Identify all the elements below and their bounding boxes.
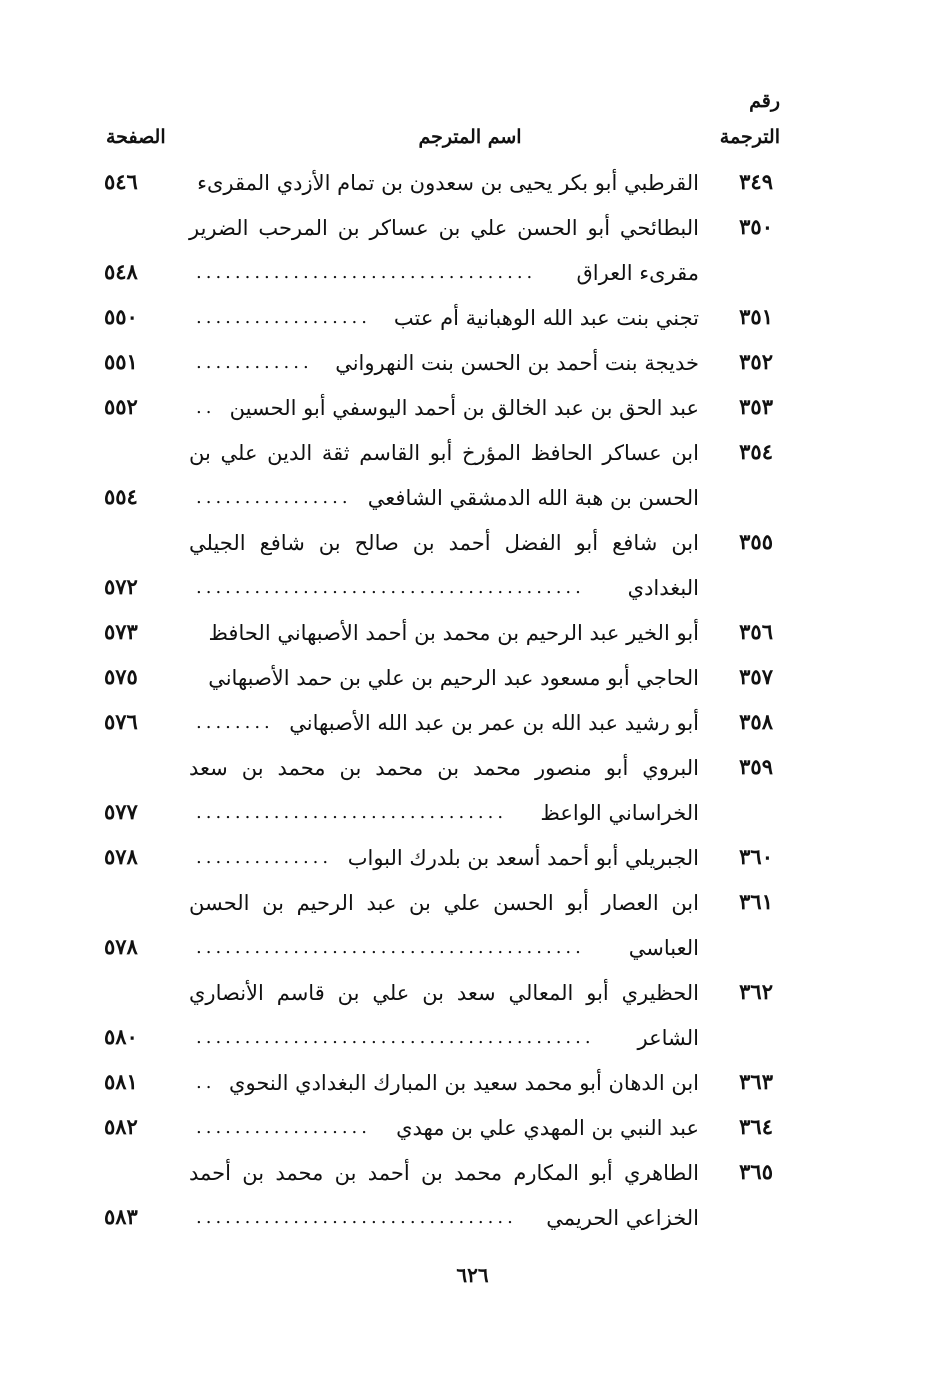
entry-name-text: تجني بنت عبد الله الوهبانية أم عتب: [393, 306, 699, 330]
entry-page: ٥٥٤: [104, 484, 138, 509]
entry-number: ٣٦٤: [739, 1114, 773, 1139]
entry-name-text: أبو الخير عبد الرحيم بن محمد بن أحمد الأصبهاني الحافظ: [208, 621, 699, 645]
entry-page: ٥٧٧: [104, 799, 138, 824]
index-entry: [0, 837, 945, 882]
entry-page: ٥٥١: [104, 349, 138, 374]
entry-line: [0, 1197, 945, 1242]
entry-name-text: ابن شافع أبو الفضل أحمد بن صالح بن شافع الجيلي: [189, 531, 699, 555]
header-page: الصفحة: [106, 126, 166, 148]
entry-page: ٥٨١: [104, 1069, 138, 1094]
index-entry: [0, 342, 945, 387]
leader-dots: ..................: [196, 307, 371, 328]
entry-page: ٥٥٢: [104, 394, 138, 419]
entry-line: [0, 657, 945, 702]
entry-name-text: الحاجي أبو مسعود عبد الرحيم بن علي بن حمد الأصبهاني: [208, 666, 699, 690]
leader-dots: ................................: [196, 802, 508, 823]
entry-number: ٣٥٤: [739, 439, 773, 464]
entry-line: [0, 522, 945, 567]
entry-page: ٥٧٨: [104, 844, 138, 869]
entry-page: ٥٧٢: [104, 574, 138, 599]
entry-line: [0, 432, 945, 477]
entry-page: ٥٨٣: [104, 1204, 138, 1229]
entry-name-text: الخراساني الواعظ: [540, 801, 699, 825]
leader-dots: ..................: [196, 1117, 371, 1138]
header-name: اسم المترجم: [418, 126, 522, 148]
entry-name-text: خديجة بنت أحمد بن الحسن بنت النهرواني: [335, 351, 699, 375]
entry-page: ٥٤٨: [104, 259, 138, 284]
index-entry: [0, 387, 945, 432]
entry-line: [0, 612, 945, 657]
entry-name-text: الخزاعي الحريمي: [546, 1206, 699, 1230]
index-entry: [0, 162, 945, 207]
entry-name-text: البطائحي أبو الحسن علي بن عساكر بن المرحب الضرير: [189, 216, 699, 240]
entry-name-text: عبد الحق بن عبد الخالق بن أحمد اليوسفي أبو الحسين: [229, 396, 699, 420]
entry-name-text: البروي أبو منصور محمد بن محمد بن محمد بن سعد: [189, 756, 699, 780]
entry-line: [0, 747, 945, 792]
entry-name-text: ابن الدهان أبو محمد سعيد بن المبارك البغدادي النحوي: [229, 1071, 699, 1095]
entry-number: ٣٥٠: [739, 214, 773, 239]
leader-dots: ........................................: [196, 937, 585, 958]
index-entry: [0, 612, 945, 657]
entry-number: ٣٦٢: [739, 979, 773, 1004]
entry-line: [0, 1107, 945, 1152]
index-entry: [0, 1107, 945, 1152]
index-entry: [0, 1062, 945, 1107]
entry-number: ٣٤٩: [739, 169, 773, 194]
entry-line: [0, 252, 945, 297]
entry-page: ٥٧٥: [104, 664, 138, 689]
leader-dots: ...................................: [196, 262, 537, 283]
entry-name-text: الشاعر: [637, 1026, 699, 1050]
entry-number: ٣٥١: [739, 304, 773, 329]
entry-number: ٣٦٥: [739, 1159, 773, 1184]
entry-name-text: عبد النبي بن المهدي علي بن مهدي: [396, 1116, 699, 1140]
index-entry: [0, 297, 945, 342]
index-entry: [0, 522, 945, 612]
index-entry: [0, 702, 945, 747]
entry-number: ٣٦٠: [739, 844, 773, 869]
index-entry: [0, 882, 945, 972]
entry-name-text: الحظيري أبو المعالي سعد بن علي بن قاسم الأنصاري: [189, 981, 699, 1005]
entry-name-text: الجبريلي أبو أحمد أسعد بن بلدرك البواب: [347, 846, 699, 870]
leader-dots: ........................................: [196, 577, 585, 598]
entry-number: ٣٥٧: [739, 664, 773, 689]
entry-page: ٥٧٦: [104, 709, 138, 734]
entry-page: ٥٨٠: [104, 1024, 138, 1049]
leader-dots: ..: [196, 397, 216, 418]
entry-line: [0, 792, 945, 837]
entry-page: ٥٨٢: [104, 1114, 138, 1139]
leader-dots: ..: [196, 1072, 216, 1093]
entry-line: [0, 837, 945, 882]
leader-dots: ..............: [196, 847, 333, 868]
entry-page: ٥٧٨: [104, 934, 138, 959]
entry-number: ٣٦٣: [739, 1069, 773, 1094]
entry-number: ٣٥٨: [739, 709, 773, 734]
header-number-line2: الترجمة: [719, 126, 780, 148]
entry-number: ٣٦١: [739, 889, 773, 914]
entry-line: [0, 387, 945, 432]
entries-list: [0, 162, 945, 1242]
entry-name-text: ابن عساكر الحافظ المؤرخ أبو القاسم ثقة الدين علي بن: [189, 441, 699, 465]
entry-line: [0, 882, 945, 927]
header-number-line1: رقم: [749, 90, 780, 112]
entry-name-text: ابن العصار أبو الحسن علي بن عبد الرحيم بن الحسن: [189, 891, 699, 915]
leader-dots: ........: [196, 712, 274, 733]
entry-line: [0, 1062, 945, 1107]
entry-line: [0, 972, 945, 1017]
leader-dots: .................................: [196, 1207, 517, 1228]
entry-line: [0, 342, 945, 387]
index-entry: [0, 657, 945, 702]
index-entry: [0, 207, 945, 297]
leader-dots: .........................................: [196, 1027, 595, 1048]
leader-dots: ............: [196, 352, 313, 373]
index-entry: [0, 972, 945, 1062]
index-entry: [0, 747, 945, 837]
entry-line: [0, 162, 945, 207]
entry-name-text: العباسي: [628, 936, 699, 960]
page-number: ٦٢٦: [456, 1263, 489, 1287]
entry-line: [0, 927, 945, 972]
leader-dots: ................: [196, 487, 352, 508]
entry-name-text: الطاهري أبو المكارم محمد بن أحمد بن محمد بن أحمد: [189, 1161, 699, 1185]
index-entry: [0, 432, 945, 522]
entry-name-text: القرطبي أبو بكر يحيى بن سعدون بن تمام الأزدي المقرىء: [197, 171, 699, 195]
entry-number: ٣٥٦: [739, 619, 773, 644]
entry-name-text: الحسن بن هبة الله الدمشقي الشافعي: [367, 486, 699, 510]
entry-line: [0, 1152, 945, 1197]
entry-page: ٥٤٦: [104, 169, 138, 194]
entry-line: [0, 297, 945, 342]
entry-page: ٥٧٣: [104, 619, 138, 644]
index-entry: [0, 1152, 945, 1242]
entry-page: ٥٥٠: [104, 304, 138, 329]
entry-number: ٣٥٢: [739, 349, 773, 374]
entry-line: [0, 477, 945, 522]
entry-name-text: مقرىء العراق: [576, 261, 699, 285]
entry-name-text: البغدادي: [627, 576, 699, 600]
entry-number: ٣٥٣: [739, 394, 773, 419]
entry-line: [0, 1017, 945, 1062]
entry-line: [0, 702, 945, 747]
entry-line: [0, 207, 945, 252]
entry-name-text: أبو رشيد عبد الله بن عمر بن عبد الله الأصبهاني: [289, 711, 699, 735]
entry-number: ٣٥٥: [739, 529, 773, 554]
entry-number: ٣٥٩: [739, 754, 773, 779]
entry-line: [0, 567, 945, 612]
